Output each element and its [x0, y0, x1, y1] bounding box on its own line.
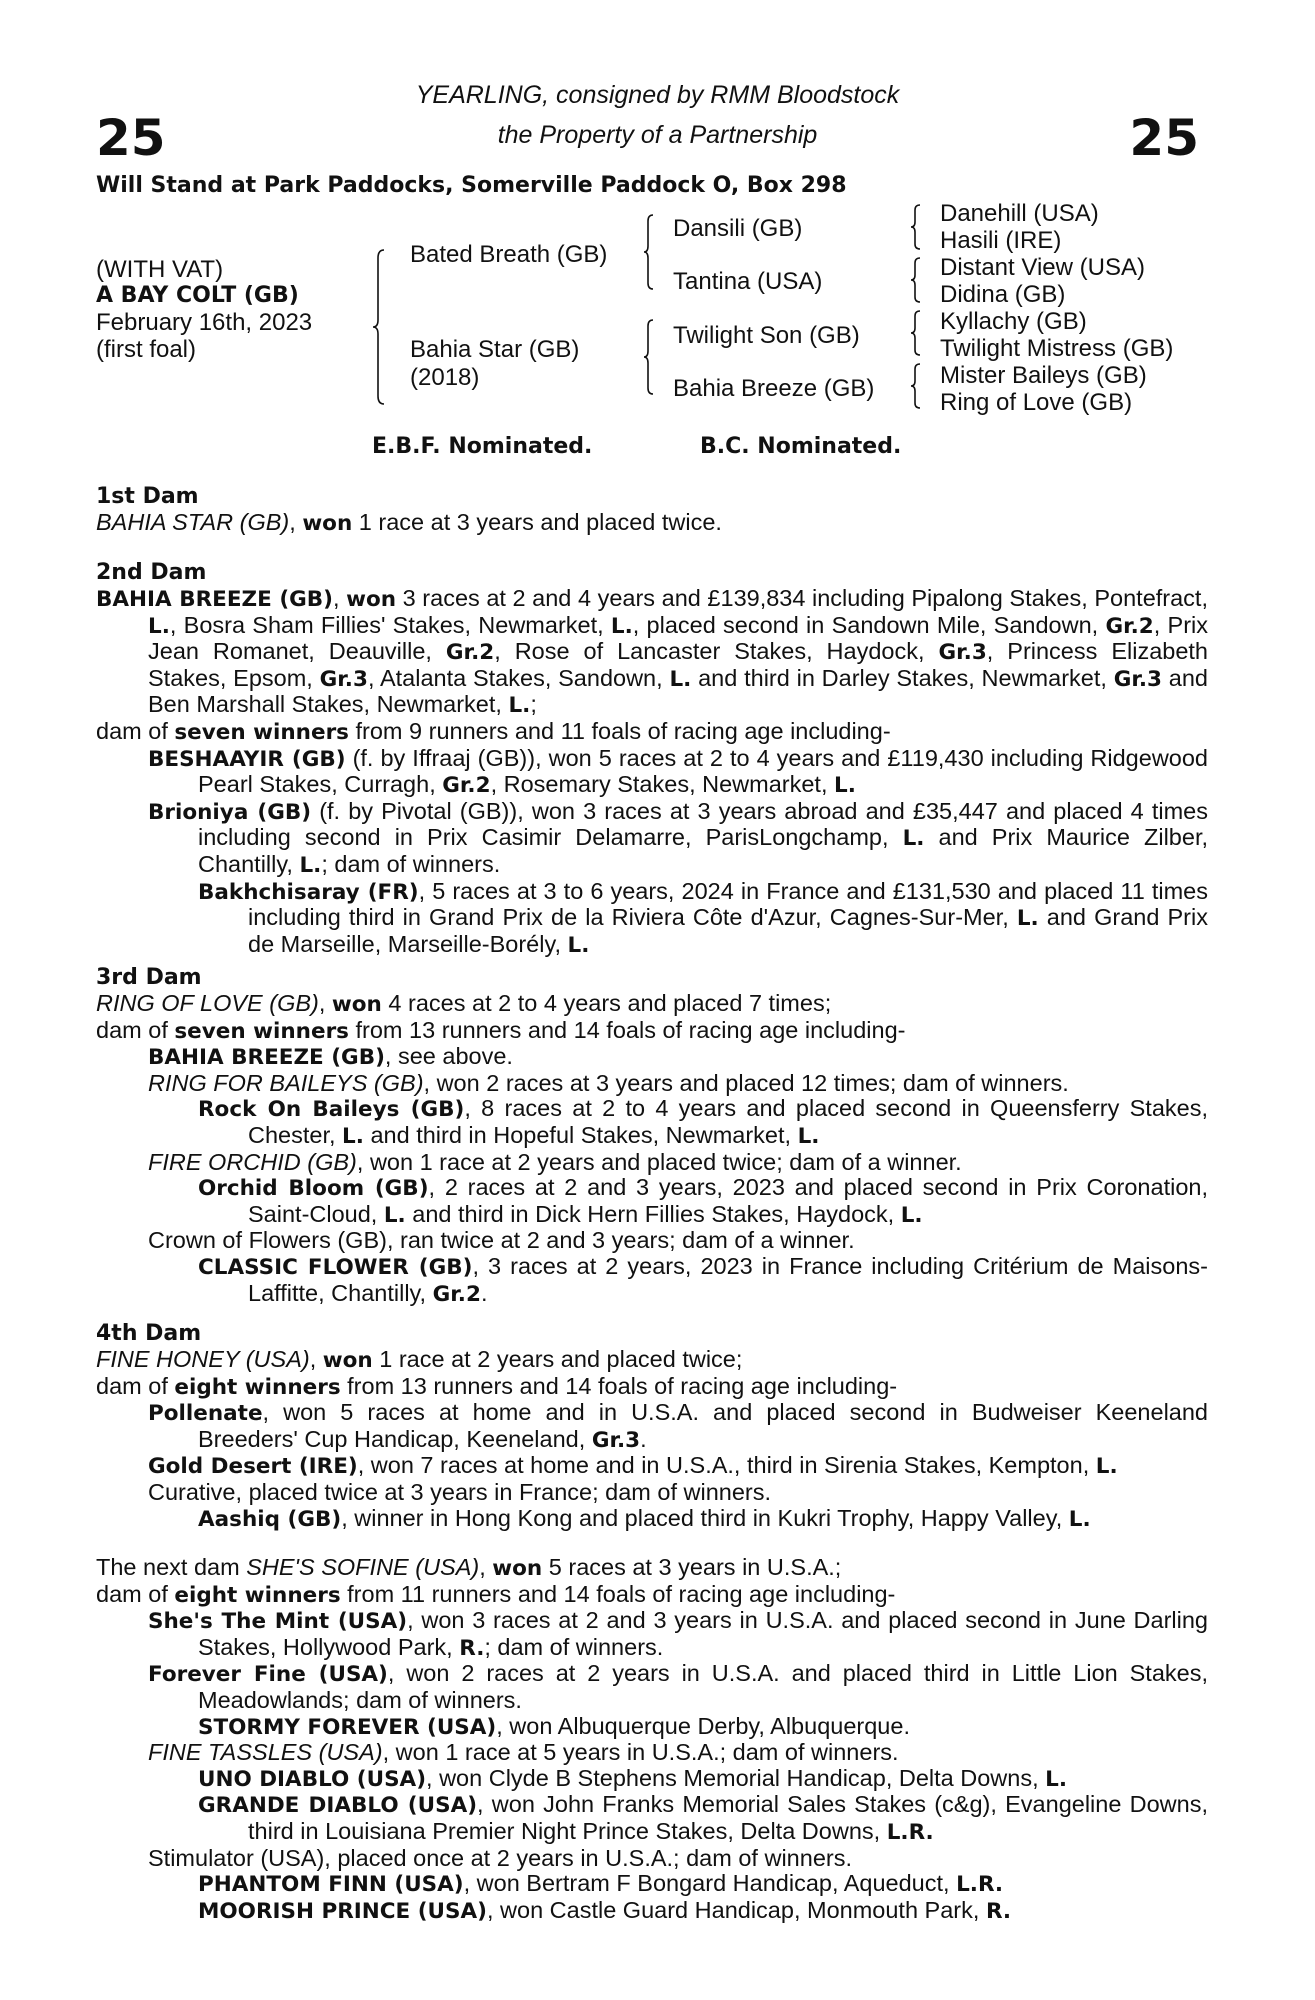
text: and third in Dick Hern Fillies Stakes, Haydock, [405, 1200, 901, 1227]
consignor-line: YEARLING, consigned by RMM Bloodstock [415, 81, 900, 109]
vat-note: (WITH VAT) [96, 256, 224, 283]
grade: Gr.3 [591, 1427, 641, 1453]
text: and Grand Prix de Marseille, Marseille-Borély, [248, 904, 1208, 957]
grade: L. [902, 826, 925, 852]
text: ; [530, 691, 537, 718]
text: , won Castle Guard Handicap, Monmouth Park, [486, 1896, 986, 1923]
third-dam-section [96, 965, 1208, 1307]
produce-name: She's The Mint (USA) [148, 1609, 408, 1635]
text: from 13 runners and 14 foals of racing age including- [348, 1016, 906, 1043]
text: , 3 races at 2 years, 2023 in France including Critérium de Maisons-Laffitte, Chantilly, [248, 1252, 1208, 1306]
produce-entry [96, 1898, 1208, 1925]
text: and third in Hopeful Stakes, Newmarket, [363, 1121, 798, 1148]
pedigree-brace-sire [643, 213, 655, 291]
pedigree-gen3-item: Ring of Love (GB) [940, 389, 1133, 416]
produce-entry: Stimulator (USA), placed once at 2 years in U.S.A.; dam of winners. [148, 1844, 852, 1871]
winners-count: seven winners [174, 719, 349, 745]
text: , won 5 races at home and in U.S.A. and placed second in Budweiser Keeneland Breeders' Cup Handicap, Keeneland, [198, 1399, 1208, 1452]
pedigree-brace-g3 [910, 309, 922, 357]
dam-name: FINE HONEY (USA) [96, 1346, 310, 1372]
third-dam-produce [96, 1018, 1208, 1045]
text: ; dam of winners. [321, 850, 501, 877]
grade: Gr.3 [1113, 666, 1162, 692]
pedigree-gen3-item: Danehill (USA) [940, 200, 1099, 227]
produce-entry [96, 1740, 1208, 1766]
produce-name: Orchid Bloom (GB) [198, 1176, 429, 1202]
lot-number-right: 25 [1129, 109, 1199, 167]
bc-nomination: B.C. Nominated. [700, 434, 902, 459]
grade: L. [1016, 906, 1039, 932]
grade: L. [299, 852, 322, 878]
produce-entry: Crown of Flowers (GB), ran twice at 2 and 3 years; dam of a winner. [148, 1227, 855, 1254]
text: , Atalanta Stakes, Sandown, [367, 664, 670, 691]
produce-entry [96, 1044, 1208, 1071]
grade: L. [1045, 1766, 1068, 1792]
pedigree-dam-year: (2018) [410, 364, 480, 391]
dam-name: BAHIA STAR (GB) [96, 509, 290, 535]
foaling-date: February 16th, 2023 [96, 309, 313, 336]
grade: Gr.2 [432, 1281, 481, 1307]
produce-entry [96, 1792, 1208, 1845]
text: and Ben Marshall Stakes, Newmarket, [148, 664, 1208, 718]
text: , won 2 races at 3 years and placed 12 times; dam of winners. [423, 1069, 1069, 1096]
text: , Rose of Lancaster Stakes, Haydock, [494, 638, 939, 665]
produce-entry [96, 1453, 1208, 1480]
fourth-dam-record: FINE HONEY (USA), won 1 race at 2 years and placed twice; [96, 1346, 743, 1373]
produce-entry [96, 1096, 1208, 1149]
pedigree-gen3-item: Mister Baileys (GB) [940, 362, 1147, 389]
grade: L. [342, 1123, 364, 1149]
winners-count: eight winners [174, 1374, 341, 1400]
pedigree-brace-g2 [910, 256, 922, 304]
text: , won 7 races at home and in U.S.A., third in Sirenia Stakes, Kempton, [357, 1452, 1096, 1479]
produce-name: PHANTOM FINN (USA) [198, 1872, 464, 1898]
grade: L.R. [956, 1872, 1004, 1898]
ebf-nomination: E.B.F. Nominated. [372, 434, 593, 459]
text: , 8 races at 2 to 4 years and placed second in Queensferry Stakes, Chester, [248, 1095, 1208, 1148]
produce-entry [96, 1871, 1208, 1898]
lot-number-left: 25 [96, 109, 166, 167]
pedigree-brace-dam [643, 318, 655, 396]
pedigree-gen3-item: Hasili (IRE) [940, 227, 1062, 254]
text: , won 3 races at 2 and 3 years in U.S.A. and placed second in June Darling Stakes, Hollywood Park, [198, 1607, 1208, 1660]
text: ; dam of winners. [484, 1633, 664, 1660]
produce-entry: Curative, placed twice at 3 years in France; dam of winners. [148, 1478, 772, 1505]
text: dam of [96, 717, 175, 744]
text: , won 1 race at 2 years and placed twice; dam of a winner. [356, 1148, 962, 1175]
second-dam-record: BAHIA BREEZE (GB), won 3 races at 2 and 4 years and £139,834 including Pipalong Stakes, Pontefract, L., Bosra Sham Fillies' Stakes, Newmarket, L., placed second in Sandown Mile, Sandown, Gr.2, Prix Jean Romanet, Deauville, Gr.2, Rose of Lancaster Stakes, Haydock, Gr.3, Princess Elizabeth Stakes, Epsom, Gr.3, Atalanta Stakes, Sandown, L. and third in Darley Stakes, Newmarket, Gr.3 and Ben Marshall Stakes, Newmarket, L.; [96, 585, 1209, 719]
produce-name: Brioniya (GB) [148, 799, 312, 825]
grade: L. [508, 693, 531, 719]
produce-entry [96, 1506, 1208, 1533]
grade: L. [834, 773, 856, 799]
grade: L. [1068, 1506, 1091, 1532]
third-dam-title: 3rd Dam [96, 965, 202, 990]
first-dam-text [96, 510, 1208, 537]
grade: L. [610, 613, 633, 639]
text: . [480, 1279, 488, 1306]
produce-entry [96, 1714, 1208, 1741]
text: (f. by Iffraaj (GB)), won 5 races at 2 to 4 years and £119,430 including Ridgewood Pearl Stakes, Curragh, [198, 744, 1208, 798]
produce-name: Aashiq (GB) [198, 1506, 342, 1532]
text: dam of [96, 1580, 175, 1607]
produce-entry [96, 1400, 1208, 1453]
produce-name: Gold Desert (IRE) [148, 1454, 358, 1480]
dam-name: RING OF LOVE (GB) [96, 990, 319, 1016]
grade: Gr.2 [445, 640, 495, 666]
pedigree-dam-dam: Bahia Breeze (GB) [673, 375, 875, 402]
pedigree-brace-g4 [910, 362, 922, 410]
produce-entry [96, 799, 1208, 879]
produce-entry [96, 1661, 1208, 1713]
dam-name: BAHIA BREEZE (GB) [96, 587, 334, 612]
next-dam-produce [96, 1582, 1208, 1609]
text: (f. by Pivotal (GB)), won 3 races at 3 years abroad and £35,447 and placed 4 times including second in Prix Casimir Delamarre, ParisLongchamp, [198, 797, 1208, 851]
first-foal-note: (first foal) [96, 336, 197, 363]
fourth-dam-produce [96, 1374, 1208, 1401]
pedigree-gen3-item: Distant View (USA) [940, 254, 1145, 281]
fourth-dam-section [96, 1321, 1208, 1532]
grade: L. [669, 666, 692, 692]
produce-name: MOORISH PRINCE (USA) [198, 1898, 487, 1924]
text: , Rosemary Stakes, Newmarket, [490, 771, 835, 798]
text: , won 1 race at 5 years in U.S.A.; dam of winners. [382, 1739, 899, 1766]
grade: L. [900, 1202, 923, 1228]
produce-entry [96, 1175, 1208, 1228]
text: 1 race at 2 years and placed twice; [372, 1346, 743, 1372]
produce-name: FINE TASSLES (USA) [148, 1739, 383, 1766]
text: , [479, 1554, 493, 1580]
text: and Prix Maurice Zilber, Chantilly, [198, 824, 1209, 877]
next-dam-record [96, 1555, 1208, 1582]
won-label: won [322, 1348, 373, 1373]
text: , won Bertram F Bongard Handicap, Aqueduct, [463, 1870, 957, 1897]
text: and third in Darley Stakes, Newmarket, [691, 664, 1114, 691]
text: , see above. [384, 1043, 513, 1070]
pedigree-sire: Bated Breath (GB) [410, 241, 608, 268]
text: from 9 runners and 11 foals of racing age including- [348, 717, 891, 744]
pedigree-sire-sire: Dansili (GB) [673, 215, 803, 242]
produce-name: CLASSIC FLOWER (GB) [198, 1254, 473, 1280]
text: , 2 races at 2 and 3 years, 2023 and placed second in Prix Coronation, Saint-Cloud, [248, 1174, 1208, 1227]
grade: L. [567, 932, 590, 958]
second-dam-section [96, 560, 1208, 958]
third-dam-record: RING OF LOVE (GB), won 4 races at 2 to 4 years and placed 7 times; [96, 990, 832, 1017]
won-label: won [346, 587, 397, 612]
text: 4 races at 2 to 4 years and placed 7 times; [381, 990, 832, 1016]
text: The next dam [96, 1554, 247, 1580]
second-dam-title: 2nd Dam [96, 560, 207, 585]
grade: R. [985, 1898, 1012, 1924]
text: 3 races at 2 and 4 years and £139,834 including Pipalong Stakes, Pontefract, [396, 585, 1208, 611]
produce-entry [96, 746, 1208, 799]
grade: R. [459, 1635, 485, 1661]
grade: L. [1095, 1454, 1118, 1480]
first-dam-title: 1st Dam [96, 484, 199, 509]
won-label: won [302, 511, 353, 536]
pedigree-sire-dam: Tantina (USA) [673, 268, 823, 295]
text: 1 race at 3 years and placed twice. [352, 509, 722, 535]
won-label: won [492, 1556, 543, 1581]
produce-entry [96, 879, 1208, 959]
produce-name: Pollenate [148, 1401, 263, 1427]
text: dam of [96, 1016, 175, 1043]
text: , 5 races at 3 to 6 years, 2024 in France and £131,530 and placed 11 times including third in Grand Prix de la Riviera Côte d'Azur, Cagnes-Sur-Mer, [248, 877, 1208, 931]
next-dam-section [96, 1555, 1208, 1924]
produce-name: Forever Fine (USA) [148, 1662, 388, 1688]
text: , winner in Hong Kong and placed third in Kukri Trophy, Happy Valley, [341, 1504, 1069, 1531]
produce-entry [96, 1766, 1208, 1793]
winners-count: seven winners [174, 1018, 349, 1044]
second-dam-produce [96, 719, 1208, 746]
text: , Bosra Sham Fillies' Stakes, Newmarket, [169, 611, 611, 638]
dam-name: SHE'S SOFINE (USA) [246, 1554, 480, 1580]
produce-name: RING FOR BAILEYS (GB) [148, 1069, 424, 1096]
text: . [640, 1425, 647, 1452]
produce-name: FIRE ORCHID (GB) [148, 1148, 357, 1175]
grade: Gr.3 [319, 666, 368, 692]
text: , Princess Elizabeth Stakes, Epsom, [148, 638, 1209, 691]
text: 5 races at 3 years in U.S.A.; [542, 1554, 842, 1580]
text: from 13 runners and 14 foals of racing age including- [340, 1372, 898, 1399]
pedigree-brace-main [372, 248, 386, 406]
pedigree-dam: Bahia Star (GB) [410, 336, 580, 363]
text: , Prix Jean Romanet, Deauville, [148, 611, 1209, 665]
produce-name: GRANDE DIABLO (USA) [198, 1793, 478, 1819]
first-dam-section [96, 484, 1208, 537]
produce-name: STORMY FOREVER (USA) [198, 1714, 497, 1740]
produce-name: Bakhchisaray (FR) [198, 879, 419, 905]
text: dam of [96, 1372, 175, 1399]
produce-name: UNO DIABLO (USA) [198, 1766, 427, 1792]
grade: Gr.3 [938, 640, 987, 666]
produce-entry [96, 1071, 1208, 1097]
pedigree-gen3-item: Twilight Mistress (GB) [940, 335, 1174, 362]
horse-name: A BAY COLT (GB) [96, 283, 299, 308]
text: , won Albuquerque Derby, Albuquerque. [496, 1712, 910, 1739]
stand-location: Will Stand at Park Paddocks, Somerville Paddock O, Box 298 [96, 173, 847, 198]
grade: Gr.2 [1105, 613, 1154, 639]
pedigree-brace-g1 [910, 203, 922, 251]
winners-count: eight winners [174, 1582, 341, 1608]
produce-entry [96, 1608, 1208, 1661]
produce-entry [96, 1150, 1208, 1176]
grade: L. [383, 1202, 406, 1228]
grade: L. [148, 613, 170, 639]
grade: L. [797, 1123, 820, 1149]
produce-name: BESHAAYIR (GB) [148, 746, 346, 772]
pedigree-gen3-item: Kyllachy (GB) [940, 308, 1087, 335]
pedigree-dam-sire: Twilight Son (GB) [673, 322, 860, 349]
pedigree-gen3-item: Didina (GB) [940, 281, 1066, 308]
grade: Gr.2 [442, 773, 491, 799]
grade: L.R. [886, 1819, 934, 1845]
fourth-dam-title: 4th Dam [96, 1321, 202, 1346]
text: , won John Franks Memorial Sales Stakes (c&g), Evangeline Downs, third in Louisiana Premier Night Prince Stakes, Delta Downs, [248, 1791, 1208, 1844]
produce-name: Rock On Baileys (GB) [198, 1097, 465, 1123]
text: from 11 runners and 14 foals of racing age including- [340, 1580, 896, 1607]
won-label: won [331, 992, 382, 1017]
text: , [289, 509, 303, 535]
produce-entry [96, 1254, 1208, 1307]
text: , placed second in Sandown Mile, Sandown, [632, 611, 1106, 638]
text: , won 2 races at 2 years in U.S.A. and placed third in Little Lion Stakes, Meadowlands; dam of winners. [198, 1660, 1208, 1713]
produce-name: BAHIA BREEZE (GB) [148, 1045, 385, 1071]
text: , won Clyde B Stephens Memorial Handicap, Delta Downs, [426, 1764, 1046, 1791]
property-line: the Property of a Partnership [497, 121, 818, 149]
